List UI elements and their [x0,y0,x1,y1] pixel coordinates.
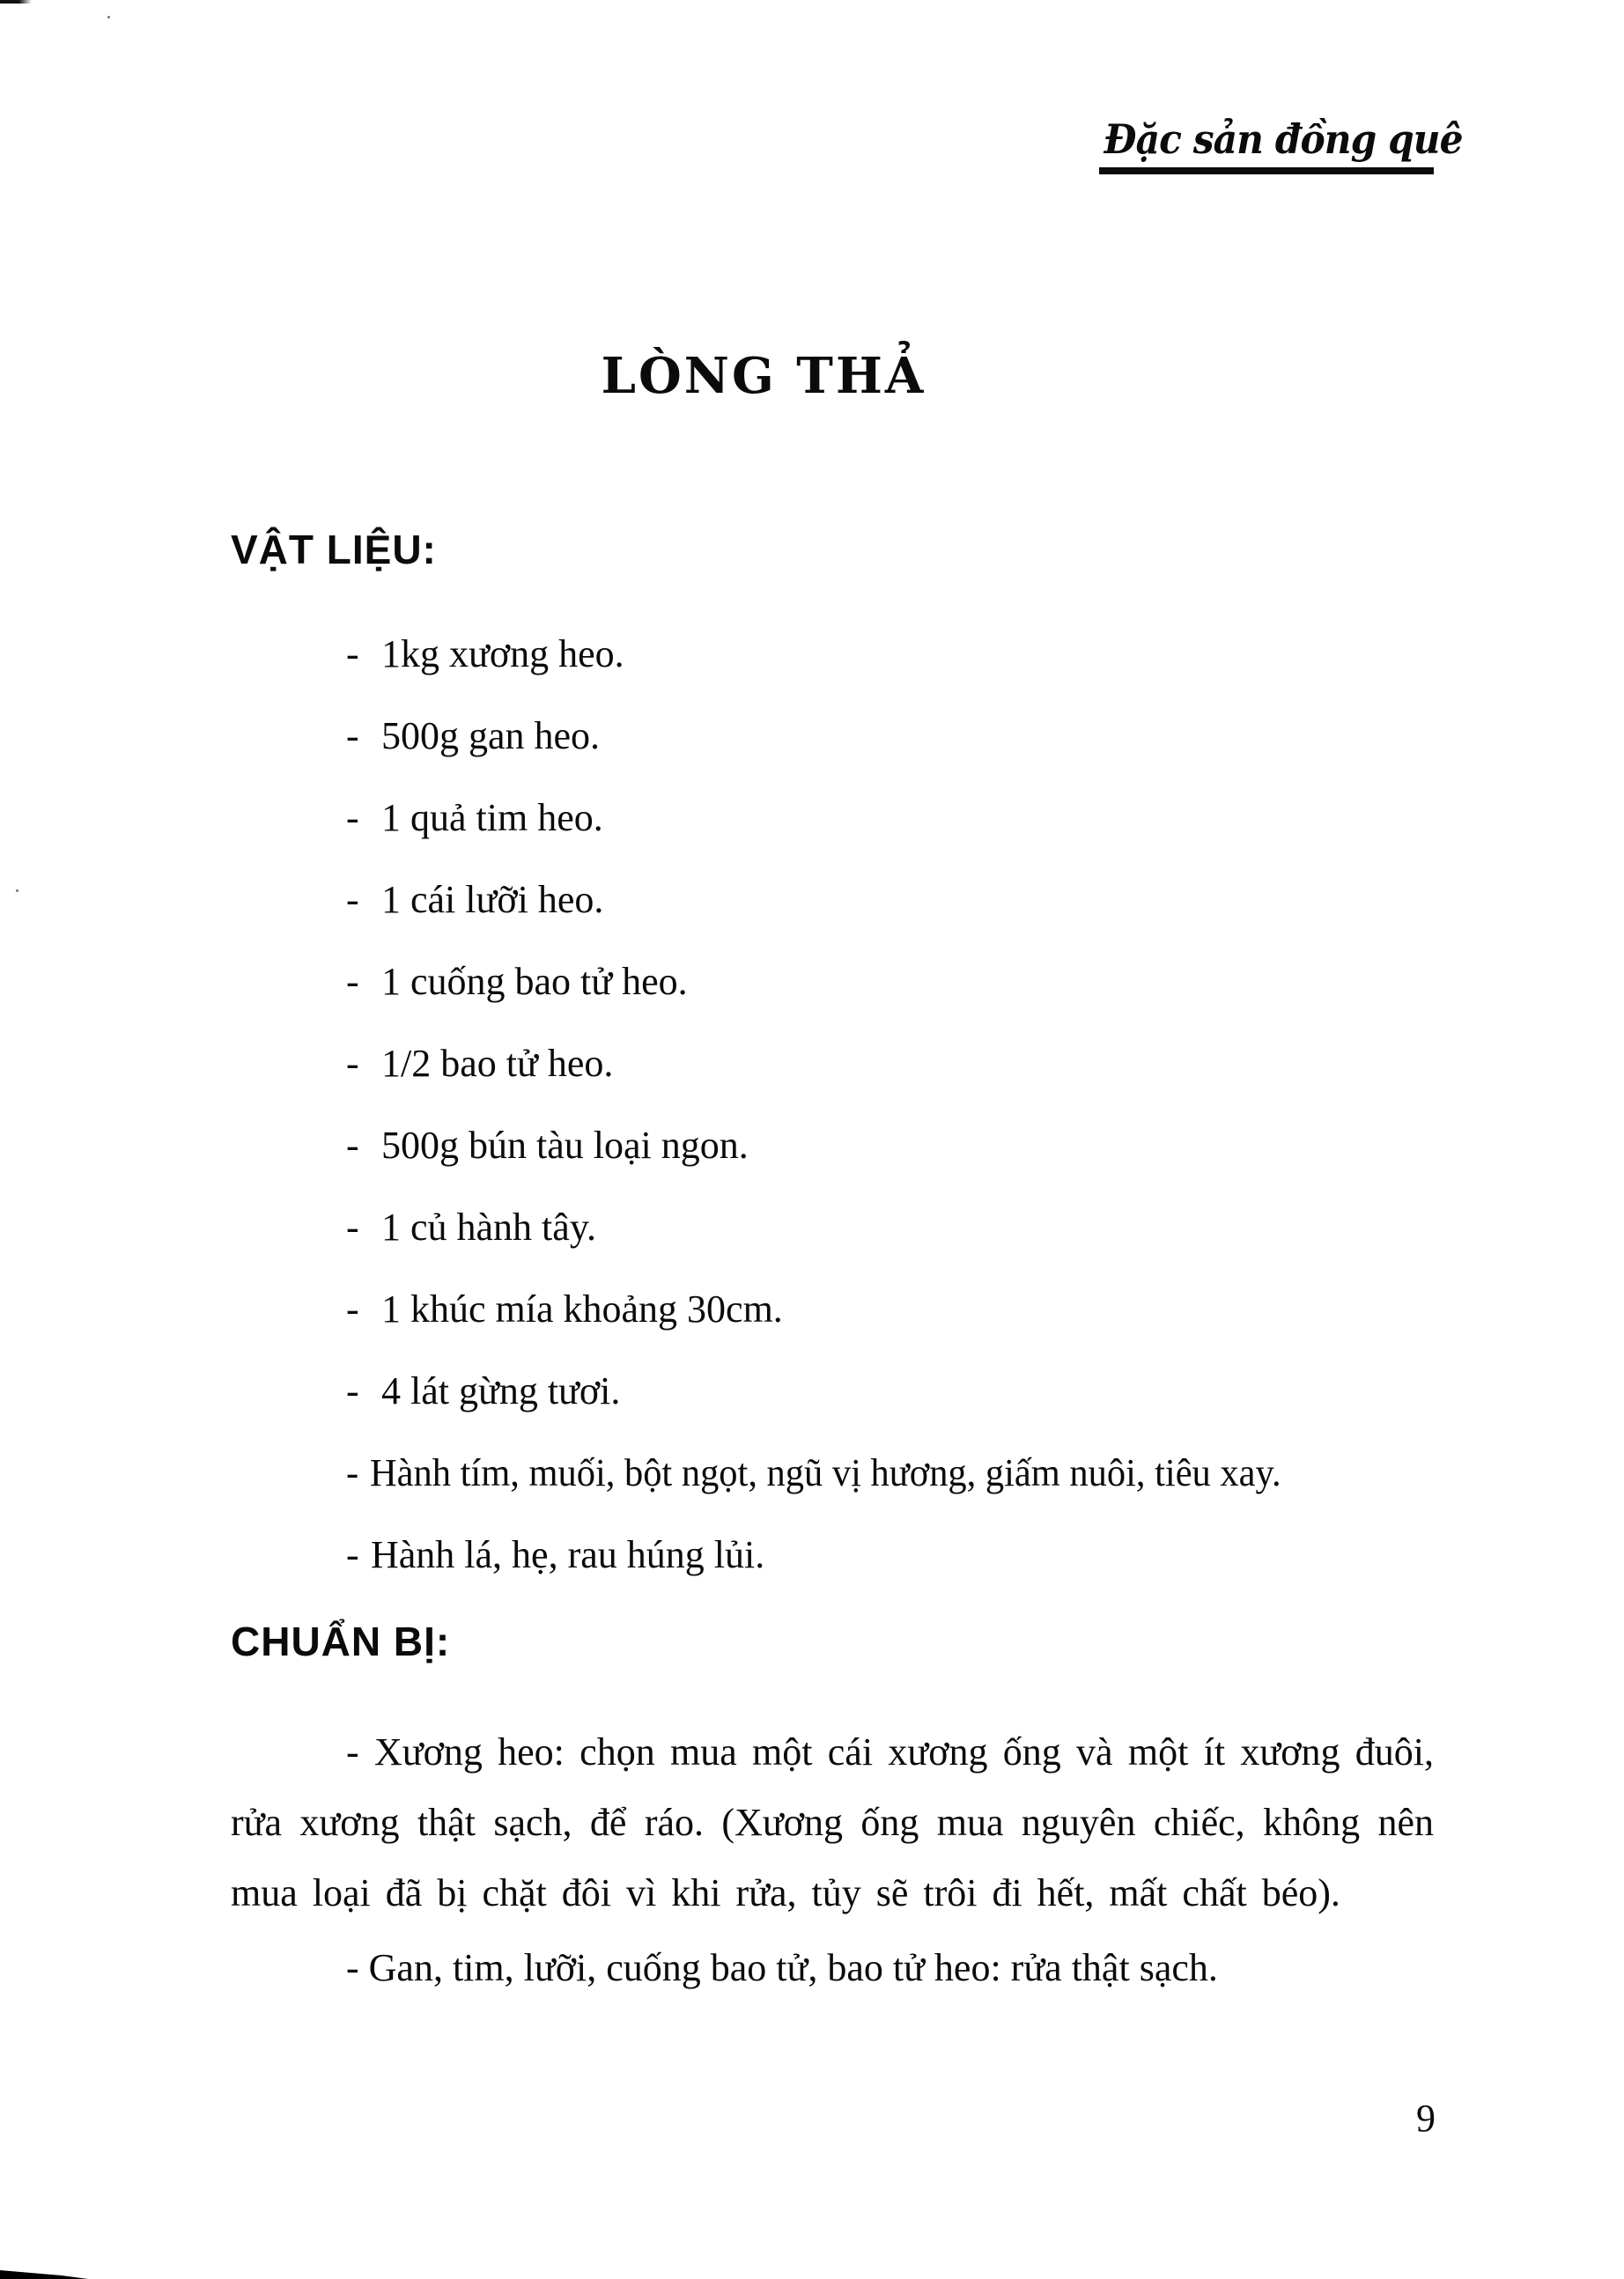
ingredient-item [346,625,1315,707]
running-header-rule [1099,167,1434,174]
ingredient-item [346,953,1315,1035]
bullet-dash: - [346,1533,359,1576]
bullet-dash: - [346,1287,359,1331]
preparation-heading: CHUẨN BỊ: [231,1619,451,1664]
bullet-dash: - [346,632,359,675]
scan-speck [16,889,18,892]
scan-speck [107,16,110,18]
ingredient-text: Hành tím, muối, bột ngọt, ngũ vị hương, giấm nuôi, tiêu xay. [370,1451,1281,1494]
ingredient-text: 1 cái lưỡi heo. [381,878,604,921]
bullet-dash: - [346,1042,359,1085]
bullet-dash: - [346,960,359,1003]
recipe-title: LÒNG THẢ [601,347,926,405]
ingredients-heading: VẬT LIỆU: [231,527,437,572]
preparation-paragraph [231,1717,1434,1929]
ingredient-text: 500g gan heo. [381,714,601,757]
ingredient-item [346,1362,1315,1444]
ingredient-text: 1 củ hành tây. [381,1206,596,1249]
ingredient-text: 1 cuống bao tử heo. [381,960,688,1003]
ingredient-text: 4 lát gừng tươi. [381,1369,621,1412]
bullet-dash: - [346,1124,359,1167]
ingredient-text: 1/2 bao tử heo. [381,1042,614,1085]
ingredient-text: 1kg xương heo. [381,632,624,675]
running-header [1099,113,1463,174]
ingredient-text: Hành lá, hẹ, rau húng lủi. [371,1533,765,1576]
scan-edge-artifact-bottom [0,2270,88,2279]
ingredient-list [346,625,1315,1608]
bullet-dash: - [346,1206,359,1249]
bullet-dash: - [346,714,359,757]
ingredient-item [346,1526,1315,1608]
bullet-dash: - [346,1369,359,1412]
ingredient-item [346,1444,1281,1526]
scan-edge-artifact-top [0,0,32,4]
bullet-dash: - [346,878,359,921]
bullet-dash: - [346,1451,359,1494]
ingredient-text: 500g bún tàu loại ngon. [381,1124,749,1167]
ingredient-text: 1 quả tim heo. [381,796,603,839]
ingredient-item [346,1280,1315,1362]
ingredient-item [346,789,1315,871]
paragraph-text: - Gan, tim, lưỡi, cuống bao tử, bao tử heo: rửa thật sạch. [346,1946,1218,1989]
ingredient-item [346,1199,1315,1280]
ingredient-item [346,1117,1315,1199]
preparation-paragraph [231,1933,1434,2003]
bullet-dash: - [346,796,359,839]
ingredient-text: 1 khúc mía khoảng 30cm. [381,1287,783,1331]
running-header-text: Đặc sản đồng quê [1104,115,1463,163]
ingredient-item [346,1035,1315,1117]
ingredient-item [346,871,1315,953]
paragraph-text: - Xương heo: chọn mua một cái xương ống và một ít xương đuôi, rửa xương thật sạch, để ráo. (Xương ống mua nguyên chiếc, không nên mua loại đã bị chặt đôi vì khi rửa, tủy sẽ trôi đi hết, mất chất béo). [231,1730,1434,1914]
ingredient-item [346,707,1315,789]
page-number: 9 [1416,2097,1436,2140]
preparation-text [231,1717,1434,2003]
